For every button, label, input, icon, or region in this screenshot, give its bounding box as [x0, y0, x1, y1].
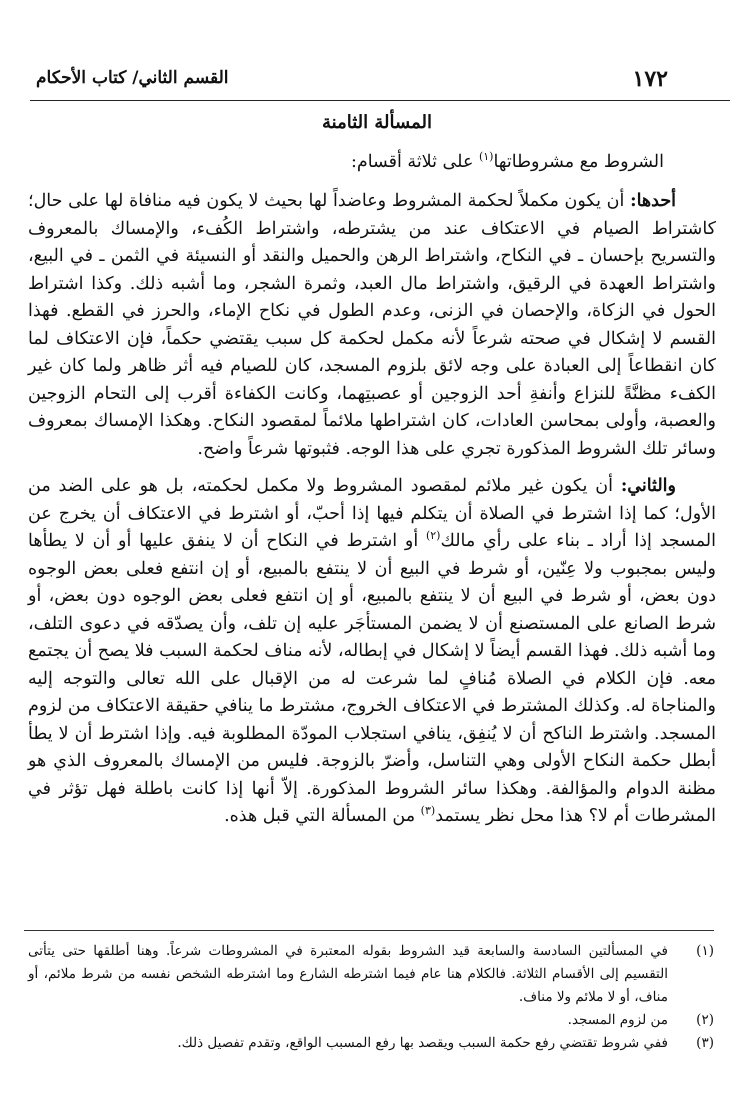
paragraph-second: [28, 473, 716, 831]
footnote: [28, 940, 718, 1009]
footnote-number: (١): [696, 943, 714, 959]
intro-line: [104, 152, 664, 172]
footnote-ref-3: (٣): [420, 804, 436, 818]
main-text: [28, 188, 716, 831]
footnote: [28, 1032, 718, 1055]
intro-text-end: على ثلاثة أقسام:: [350, 152, 479, 172]
footnote-text: في المسألتين السادسة والسابعة قيد الشروط بقوله المعتبرة في المشروطات شرعاً. وهنا أطلقها حتى يتأتى التقسيم إلى الأقسام الثلاثة. فالكلام هنا عام فيما اشترطه الشارع وما اشترطه الشخص نفسه من شرط ملائم، أو مناف، أو لا ملائم ولا مناف.: [28, 943, 668, 1005]
footnote-number: (٢): [696, 1012, 714, 1028]
page-number: ١٧٢: [632, 66, 668, 92]
paragraph-lead: والثاني:: [620, 476, 676, 496]
paragraph-text: أن يكون مكملاً لحكمة المشروط وعاضداً لها بحيث لا يكون فيه منافاة لها على حال؛ كاشتراط الصيام في الاعتكاف عند من يشترطه، واشتراط الكُفء، والإمساك بالمعروف والتسريح بإحسان ـ في النكاح، واشتراط الرهن والحميل والنقد أو النسيئة في الثمن ـ في البيع، واشتراط العهدة في الرقيق، واشتراط مال العبد، وثمرة الشجر، وما أشبه ذلك. وكذا اشتراط الحول في الزكاة، والإحصان في الزنى، وعدم الطول في نكاح الإماء، والحرز في القطع. فهذا القسم لا إشكال في صحته شرعاً لأنه مكمل لحكمة كل سبب يقتضي حكماً، فإن الاعتكاف لما كان انقطاعاً إلى العبادة على وجه لائق بلزوم المسجد، كان للصيام فيه أثر ظاهر ولما كان غير الكفء مظنَّةً للنزاع وأنفةِ أحد الزوجين أو عصبتِهما، وكانت الكفاءة أقرب إلى التحام الزوجين والعصبة، وأولى بمحاسن العادات، كان اشتراطها ملائماً لمقصود النكاح. وهكذا الإمساك بمعروف وسائر تلك الشروط المذكورة تجري على هذا الوجه. فثبوتها شرعاً واضح.: [28, 191, 716, 459]
paragraph-first: [28, 188, 716, 463]
footnote-text: ففي شروط تقتضي رفع حكمة السبب ويقصد بها رفع المسبب الواقع، وتقدم تفصيل ذلك.: [177, 1035, 668, 1051]
footnote-ref-1: (١): [478, 150, 494, 164]
footnote-text: من لزوم المسجد.: [567, 1012, 668, 1028]
running-head: القسم الثاني/ كتاب الأحكام: [36, 68, 229, 88]
paragraph-text: أو اشترط في النكاح أن لا ينفق عليها أو أن لا يطأها وليس بمجبوب ولا عِنّين، أو شرط في البيع أن لا ينتفع بالمبيع، أو إن انتفع فعلى بعض الوجوه دون بعض، أو شرط في البيع أن لا ينتفع بالمبيع، أو إن انتفع فعلى بعض الوجوه دون بعض، أو شرط الصانع على المستصنع أن لا يضمن المستأجَر عليه إن تلف، وأن يصدّقه في دعوى التلف، وما أشبه ذلك. فهذا القسم أيضاً لا إشكال في إبطاله، لأنه مناف لحكمة السبب فلا يصح أن يجتمع معه. فإن الكلام في الصلاة مُنافٍ لما شرعت له من الإقبال على الله تعالى والتوجه إليه والمناجاة له. وكذلك المشترط في الاعتكاف الخروج، مشترط ما ينافي حقيقة الاعتكاف من لزوم المسجد. واشترط الناكح أن لا يُنفِق، ينافي استجلاب المودّة المطلوبة فيه. وإذا اشترط أن لا يطأ أبطل حكمة النكاح الأولى وهي التناسل، وأضرّ بالزوجة. فليس من الإمساك بالمعروف الذي هو مظنة الدوام والمؤالفة. وهكذا سائر الشروط المذكورة. إلاّ أنها إذا كانت باطلة فهل تؤثر في المشرطات أم لا؟ هذا محل نظر يستمد: [28, 531, 716, 826]
footnote-number: (٣): [696, 1035, 714, 1051]
paragraph-text: من المسألة التي قبل هذه.: [224, 806, 421, 826]
section-title: المسألة الثامنة: [322, 112, 432, 133]
footnotes: [28, 940, 718, 1055]
intro-text: الشروط مع مشروطاتها: [493, 152, 664, 172]
footnote: [28, 1009, 718, 1032]
paragraph-lead: أحدها:: [630, 191, 676, 211]
paragraph-text: أن يكون غير ملائم لمقصود المشروط ولا مكمل لحكمته، بل هو على الضد من الأول؛ كما إذا اشترط في الصلاة أن يتكلم فيها إذا أحبّ، أو اشترط في الاعتكاف أن يخرج عن المسجد إذا أراد ـ بناء على رأي مالك: [28, 476, 717, 551]
footnote-divider: [24, 930, 714, 931]
footnote-ref-2: (٢): [425, 529, 441, 543]
page-header: [30, 60, 730, 101]
